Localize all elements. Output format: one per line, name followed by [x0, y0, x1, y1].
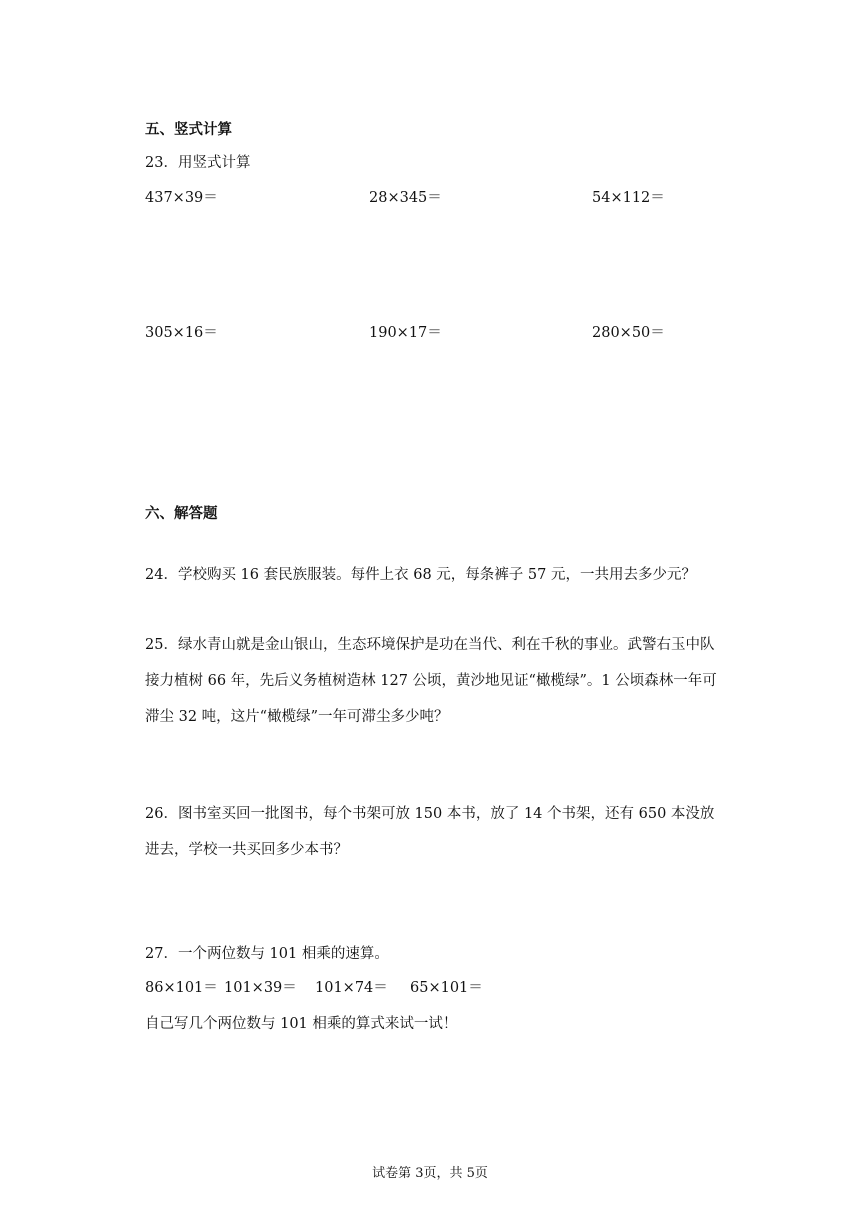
section-title-word-problems: 六、解答题 [145, 505, 218, 522]
section-title-vertical-calculation: 五、竖式计算 [145, 121, 232, 138]
calc-item: 28×345＝ [369, 190, 442, 206]
quick-calc-item: 101×74＝ [315, 980, 388, 996]
question-25: 25．绿水青山就是金山银山，生态环境保护是功在当代、利在千秋的事业。武警右玉中队接力植树 66 年，先后义务植树造林 127 公顷，黄沙地见证“橄榄绿”。1 公顷森林一年可滞尘 32 吨，这片“橄榄绿”一年可滞尘多少吨？ [145, 637, 717, 725]
calc-item: 54×112＝ [592, 190, 665, 206]
question-27-note: 自己写几个两位数与 101 相乘的算式来试一试！ [145, 1016, 458, 1032]
question-26: 26．图书室买回一批图书，每个书架可放 150 本书，放了 14 个书架，还有 650 本没放进去，学校一共买回多少本书？ [145, 806, 715, 858]
question-24: 24．学校购买 16 套民族服装。每件上衣 68 元，每条裤子 57 元，一共用去多少元？ [145, 567, 696, 583]
page-footer: 试卷第 3页，共 5页 [372, 1166, 488, 1181]
calc-item: 280×50＝ [592, 325, 665, 341]
calc-item: 305×16＝ [145, 325, 218, 341]
quick-calc-item: 86×101＝ [145, 980, 218, 996]
quick-calc-item: 65×101＝ [410, 980, 483, 996]
question-23-label: 23．用竖式计算 [145, 155, 251, 171]
question-27-label: 27．一个两位数与 101 相乘的速算。 [145, 946, 389, 962]
quick-calc-item: 101×39＝ [224, 980, 297, 996]
calc-item: 190×17＝ [369, 325, 442, 341]
calc-item: 437×39＝ [145, 190, 218, 206]
